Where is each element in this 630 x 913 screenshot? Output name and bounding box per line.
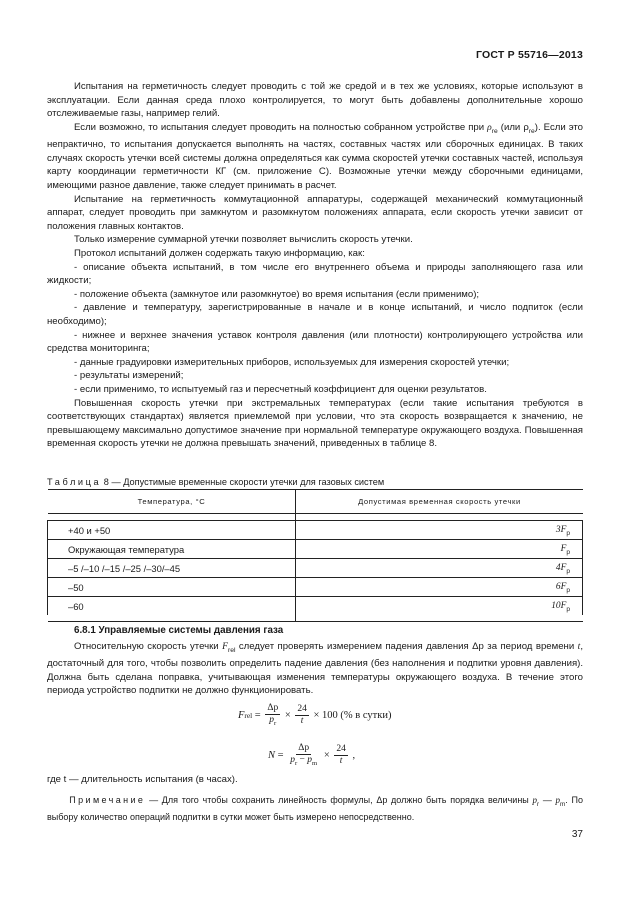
list-item: - положение объекта (замкнутое или разомкнутое) во время испытания (если применимо);	[74, 288, 480, 300]
section-heading: 6.8.1 Управляемые системы давления газа	[74, 625, 284, 636]
formula-frel: F rel = $\frac{\Delta p}{p_r}$ × $\frac{24}{t}$ × 100 (% в сутки)	[238, 703, 392, 727]
list-item: - результаты измерений;	[74, 370, 184, 382]
paragraph: Только измерение суммарной утечки позволяет вычислить скорость утечки.	[74, 234, 413, 246]
where-clause: где t — длительность испытания (в часах).	[47, 774, 238, 785]
paragraph: Повышенная скорость утечки при экстремальных температурах (если такие испытания требуются в соответствующих стандартах) является приемлемой при условии, что эта скорость возвращается к значению, не превышающему максимально допустимое значение при нормальной температуре окружающего воздуха. Повышенная временная скорость утечки не должна превышать значений, приведенных в таблице 8.	[47, 397, 583, 450]
section-6-8-1	[47, 624, 583, 698]
leak-rate-table	[47, 489, 583, 622]
table-header-rate: Допустимая временная скорость утечки	[296, 490, 583, 514]
list-item: - данные градуировки измерительных приборов, используемых для измерения скоростей утечки;	[74, 356, 510, 368]
list-item: - давление и температуру, зарегистрированные в начале и в конце испытаний, и число подпиток (если необходимо);	[47, 302, 583, 327]
table-header-temperature: Температура, °С	[48, 490, 296, 514]
formula-n: N = $\frac{\Delta p}{p_r - p_m}$ × $\frac{24}{t}$ ,	[268, 743, 356, 767]
table-row: –5 /–10 /–15 /–25 /–30/–45 $4F_p$	[48, 559, 583, 578]
paragraph: Протокол испытаний должен содержать такую информацию, как:	[74, 248, 365, 260]
paragraph: Относительную скорость утечки $F_{rel}$ следует проверять измерением падения давления Δp за период времени t, достаточный для того, чтобы позволить определить падение давления (без наполнения и подпитки уровня давления). Должна быть сделана поправка, учитывающая изменения температуры окружающего воздуха. В течение этого периода устройство подпитки не должно функционировать.	[47, 640, 583, 697]
body-text	[47, 80, 583, 451]
paragraph: Если возможно, то испытания следует проводить на полностью собранном устройстве при $\rho_{re}$ (или $\rho_{re}$). Если это непрактично, то испытания допускается выполнять на частях, составных частях или сборочных единицах. В таких случаях скорость утечки всей системы должна определяться как сумма скоростей утечки составных частей, используя карту координации герметичности КГ (см. приложение С). Возможные утечки между сборочными единицами, имеющими разное давление, также следует принимать в расчет.	[47, 121, 584, 192]
paragraph: Испытания на герметичность следует проводить с той же средой и в тех же условиях, которые используют в эксплуатации. Если данная среда плохо контролируется, то могут быть добавлены дополнительные хорошо отслеживаемые газы, например гелий.	[47, 81, 583, 120]
table-row: +40 и +50 $3F_p$	[48, 521, 583, 540]
list-item: - нижнее и верхнее значения уставок контроля давления (или плотности) контролирующего устройства или средства мониторинга;	[47, 329, 583, 355]
list-item: - если применимо, то испытуемый газ и пересчетный коэффициент для оценки результатов.	[74, 383, 487, 395]
table-row: –60 $10F_p$	[48, 597, 583, 616]
note: Примечание — Для того чтобы сохранить линейность формулы, Δp должно быть порядка величины $p_r$ — $p_m$. По выбору количество операций подпитки в сутки может быть измерено непосредственно.	[47, 795, 583, 822]
page-number: 37	[571, 829, 583, 840]
list-item: - описание объекта испытаний, в том числе его внутреннего объема и природы заполняющего газа или жидкости;	[47, 261, 583, 287]
table-row: –50 $6F_p$	[48, 578, 583, 597]
table-caption: Таблица 8 — Допустимые временные скорости утечки для газовых систем	[47, 477, 385, 487]
paragraph: Испытание на герметичность коммутационной аппаратуры, содержащей механический коммутационный аппарат, следует проводить при замкнутом и разомкнутом положениях аппарата, если скорость утечки зависит от положения главных контактов.	[47, 193, 583, 232]
standard-header: ГОСТ Р 55716—2013	[475, 49, 583, 61]
table-row: Окружающая температура $F_p$	[48, 540, 583, 559]
